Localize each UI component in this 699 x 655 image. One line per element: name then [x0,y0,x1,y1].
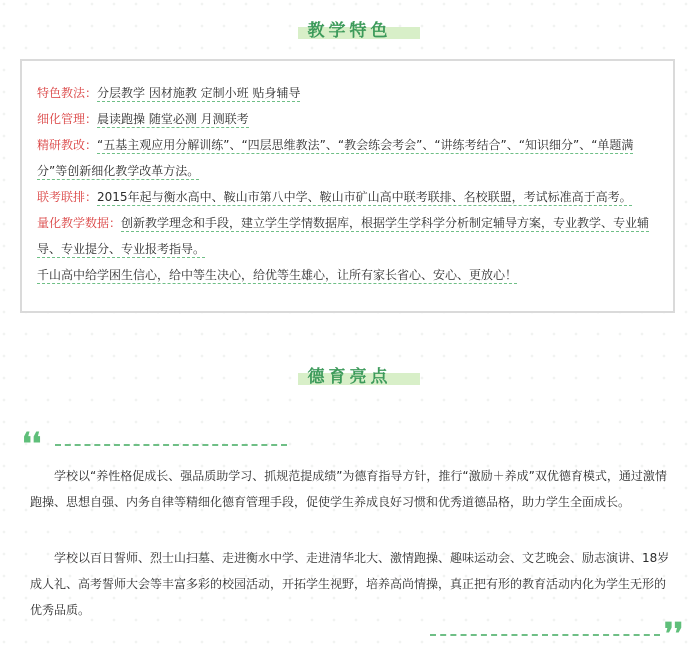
paragraph-text: 学校以“养性格促成长、强品质助学习、抓规范提成绩”为德育指导方针，推行“激励＋养成”双优德育模式，通过激情跑操、思想自强、内务自律等精细化德育管理手段，促使学生养成良好习惯和优秀道德品格，助力学生全面成长。 [30,469,667,509]
feature-row-summary [37,262,659,288]
dashed-divider-bottom [430,634,660,636]
feature-colon: ： [85,112,98,126]
dashed-divider-top [55,444,287,446]
teaching-features-box [20,59,675,313]
feature-row [37,184,659,210]
section-heading-moral [0,362,699,387]
section-heading-teaching [0,16,699,41]
feature-colon: ： [85,86,98,100]
heading-wrap [302,16,398,41]
feature-colon: ： [85,138,98,152]
open-quote-icon: ❛❛ [22,427,42,462]
moral-paragraph-1 [30,463,674,515]
paragraph-text: 学校以百日誓师、烈士山扫墓、走进衡水中学、走进清华北大、激情跑操、趣味运动会、文艺晚会、励志演讲、18岁成人礼、高考誓师大会等丰富多彩的校园活动，开拓学生视野，培养高尚情操，真正把有形的教育活动内化为学生无形的优秀品质。 [30,551,670,617]
feature-label: 细化管理 [37,112,86,126]
feature-text: 晨读跑操 随堂必测 月测联考 [97,112,249,126]
feature-text: 2015年起与衡水高中、鞍山市第八中学、鞍山市矿山高中联考联排、名校联盟，考试标准高于高考。 [97,190,632,204]
feature-text: 分层教学 因材施教 定制小班 贴身辅导 [97,86,301,100]
feature-row [37,106,659,132]
section-title: 德育亮点 [307,367,392,387]
feature-row [37,210,659,262]
feature-label: 精研教改 [37,138,86,152]
moral-paragraph-2 [30,545,674,623]
feature-row [37,80,659,106]
feature-text: 创新教学理念和手段，建立学生学情数据库，根据学生学科学分析制定辅导方案，专业教学、专业辅导、专业提分、专业报考指导。 [37,216,650,256]
section-title: 教学特色 [307,21,392,41]
feature-summary-text: 千山高中给学困生信心，给中等生决心，给优等生雄心，让所有家长省心、安心、更放心！ [37,268,518,282]
feature-label: 联考联排 [37,190,86,204]
feature-colon: ： [109,216,122,230]
feature-colon: ： [85,190,98,204]
feature-row [37,132,659,184]
feature-text: “五基主观应用分解训练”、“四层思维教法”、“教会练会考会”、“讲练考结合”、“知识细分”、“单题满分”等创新细化教学改革方法。 [37,138,634,178]
close-quote-icon: ❜❜ [664,617,684,652]
feature-label: 量化教学数据 [37,216,110,230]
heading-wrap [302,362,398,387]
feature-label: 特色教法 [37,86,86,100]
